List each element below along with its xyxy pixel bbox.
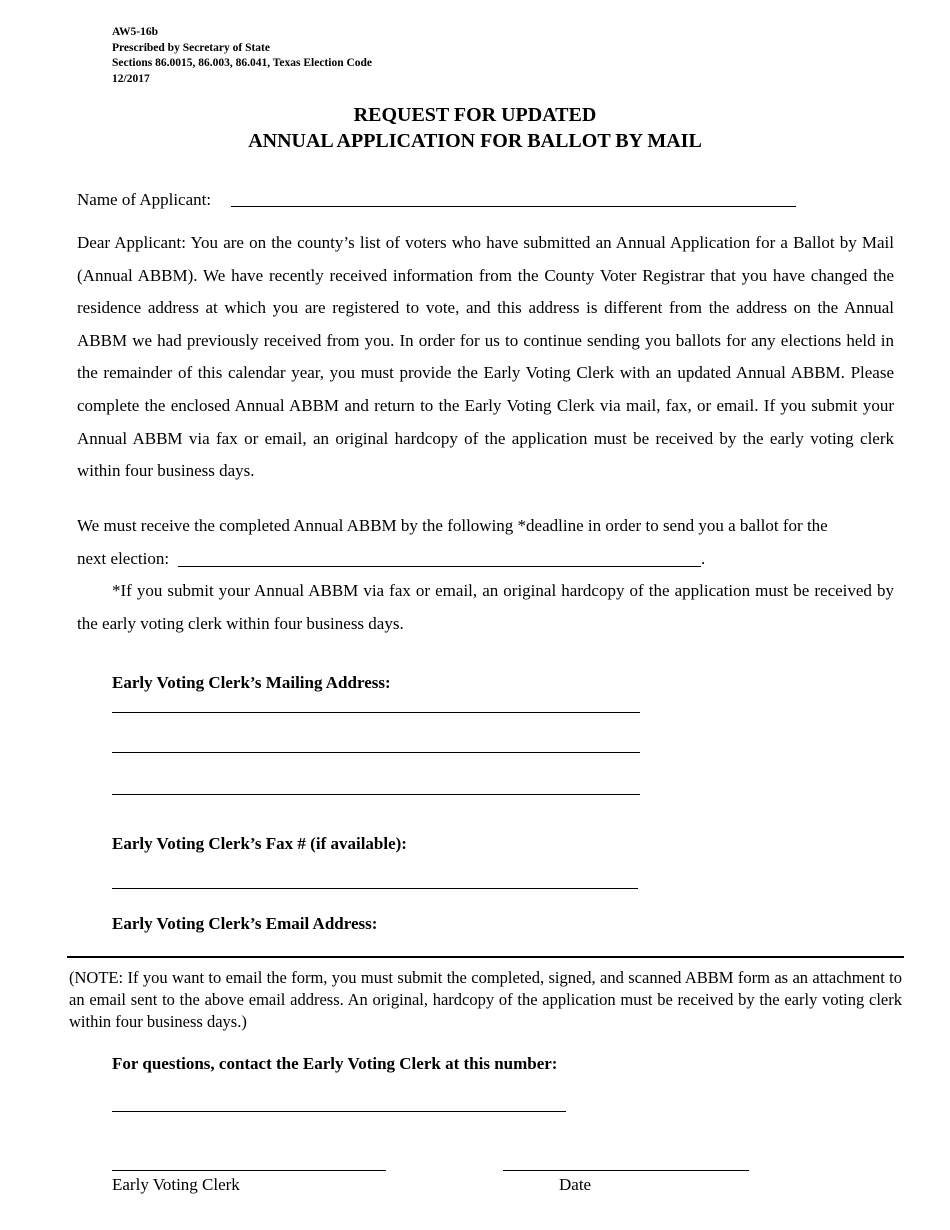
deadline-footnote: *If you submit your Annual ABBM via fax or email, an original hardcopy of the application must be received by the early voting clerk within four business days. (77, 581, 894, 633)
deadline-date-field[interactable] (178, 566, 701, 567)
email-note: (NOTE: If you want to email the form, you must submit the completed, signed, and scanned ABBM form as an attachment to an email sent to the above email address. An original, hardcopy of the application must be received by the early voting clerk within four business days.) (69, 968, 902, 1031)
fax-label: Early Voting Clerk’s Fax # (if available): (112, 834, 407, 853)
clerk-signature-label: Early Voting Clerk (112, 1175, 240, 1194)
clerk-signature-field[interactable] (112, 1170, 386, 1171)
fax-field[interactable] (112, 888, 638, 889)
date-label: Date (559, 1175, 592, 1194)
statute-sections: Sections 86.0015, 86.003, 86.041, Texas Election Code (112, 57, 373, 69)
form-date: 12/2017 (112, 72, 150, 85)
form-id: AW5-16b (112, 26, 159, 38)
contact-number-field[interactable] (112, 1111, 566, 1112)
title-line-2: ANNUAL APPLICATION FOR BALLOT BY MAIL (248, 130, 702, 152)
page-title (0, 102, 950, 154)
mailing-address-label: Early Voting Clerk’s Mailing Address: (112, 673, 391, 692)
mailing-address-line-2[interactable] (112, 752, 640, 753)
letter-paragraph-1: Dear Applicant: You are on the county’s list of voters who have submitted an Annual Application for a Ballot by Mail (Annual ABBM). We have recently received information from the County Voter Registrar that you have changed the residence address at which you are registered to vote, and this address is different from the address on the Annual ABBM we had previously received from you. In order for us to continue sending you ballots for any elections held in the remainder of this calendar year, you must provide the Early Voting Clerk with an updated Annual ABBM. Please complete the enclosed Annual ABBM and return to the Early Voting Clerk via mail, fax, or email. If you submit your Annual ABBM via fax or email, an original hardcopy of the application must be received by the early voting clerk within four business days. (77, 233, 894, 481)
section-divider (67, 956, 904, 958)
applicant-name-label: Name of Applicant: (77, 190, 212, 209)
mailing-address-line-1[interactable] (112, 712, 640, 713)
contact-label: For questions, contact the Early Voting Clerk at this number: (112, 1054, 558, 1073)
email-label: Early Voting Clerk’s Email Address: (112, 914, 378, 933)
form-header (112, 25, 372, 87)
deadline-line-2: next election: (77, 549, 170, 568)
deadline-period: . (701, 549, 706, 568)
date-field[interactable] (503, 1170, 749, 1171)
prescribed-by: Prescribed by Secretary of State (112, 41, 270, 54)
mailing-address-line-3[interactable] (112, 794, 640, 795)
deadline-line-1: We must receive the completed Annual ABBM by the following *deadline in order to send you a ballot for the (77, 516, 828, 535)
title-line-1: REQUEST FOR UPDATED (353, 104, 597, 126)
applicant-name-field[interactable] (231, 206, 796, 207)
